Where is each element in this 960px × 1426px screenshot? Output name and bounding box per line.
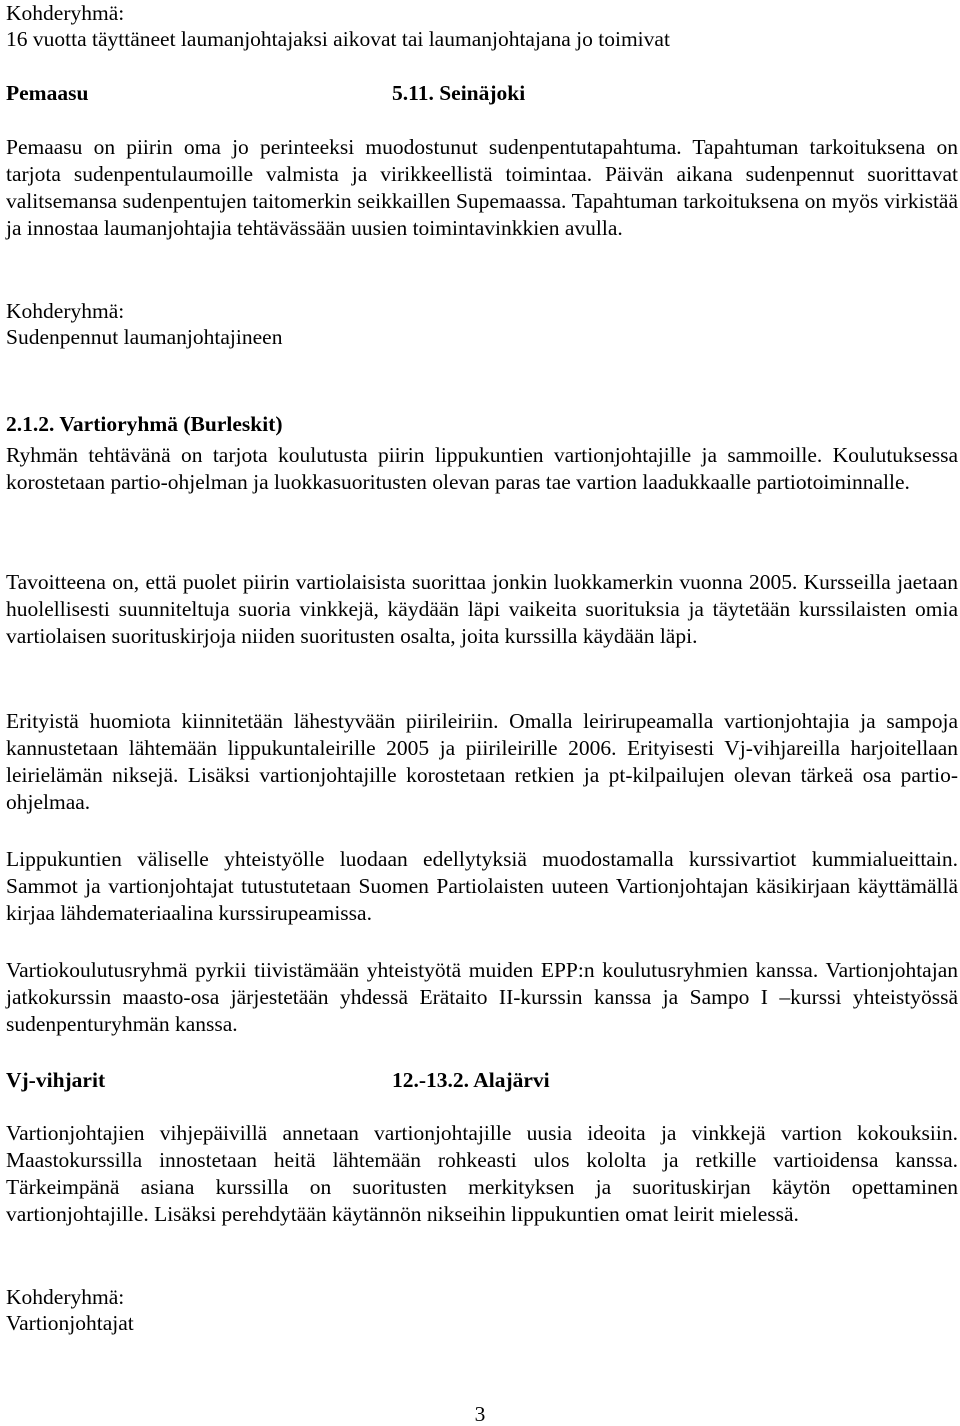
target-group-block-3 [6,1284,958,1336]
section-heading: 2.1.2. Vartioryhmä (Burleskit) [6,412,283,436]
target-group-label: Kohderyhmä: [6,299,125,323]
target-group-value: 16 vuotta täyttäneet laumanjohtajaksi aikovat tai laumanjohtajana jo toimivat [6,27,670,51]
page-number: 3 [474,1402,486,1426]
target-group-label: Kohderyhmä: [6,1285,125,1309]
event-description: Vartionjohtajien vihjepäivillä annetaan vartionjohtajille uusia ideoita ja vinkkejä vartion kokouksiin. Maastokurssilla innostetaan heitä lähtemään rohkeasti ulos kololta ja retkille vartioidensa kanssa. Tärkeimpänä asiana kurssilla on suoritusten merkityksen ja suorituskirjan käytön opettaminen vartionjohtajille. Lisäksi perehdytään käytännön nikseihin lippukuntien omat leirit mielessä. [6,1121,958,1226]
event-description: Pemaasu on piirin oma jo perinteeksi muodostunut sudenpentutapahtuma. Tapahtuman tarkoituksena on tarjota sudenpentulaumoille valmista ja virikkeellistä toimintaa. Päivän aikana sudenpennut suorittavat valitsemansa sudenpentujen taitomerkin seikkaillen Supemaassa. Tapahtuman tarkoituksena on myös virkistää ja innostaa laumanjohtajia tehtävässään uusien toimintavinkkien avulla. [6,135,958,240]
paragraph-5: Vartiokoulutusryhmä pyrkii tiivistämään yhteistyötä muiden EPP:n koulutusryhmien kanssa. Vartionjohtajan jatkokurssin maasto-osa järjestetään yhdessä Erätaito II-kurssin kanssa ja Sampo I –kurssi yhteistyössä sudenpenturyhmän kanssa. [6,958,958,1036]
event-date-place: 12.-13.2. Alajärvi [392,1068,550,1092]
paragraph-3: Erityistä huomiota kiinnitetään lähestyvään piirileiriin. Omalla leirirupeamalla vartionjohtajia ja sampoja kannustetaan lähtemään lippukuntaleirille 2005 ja piirileirille 2006. Erityisesti Vj-vihjareilla harjoitellaan leirielämän niksejä. Lisäksi vartionjohtajille korostetaan retkien ja pt-kilpailujen olevan tärkeä osa partio-ohjelmaa. [6,709,958,814]
event-title: Vj-vihjarit [6,1068,106,1092]
target-group-block-1 [6,0,958,52]
event-title: Pemaasu [6,81,89,105]
target-group-value: Vartionjohtajat [6,1311,134,1335]
target-group-label: Kohderyhmä: [6,1,125,25]
event-heading-vj-vihjarit [6,1067,958,1093]
event-date-place: 5.11. Seinäjoki [392,81,526,105]
target-group-value: Sudenpennut laumanjohtajineen [6,325,283,349]
paragraph-1: Ryhmän tehtävänä on tarjota koulutusta piirin lippukuntien vartionjohtajille ja sammoille. Koulutuksessa korostetaan partio-ohjelman ja luokkasuoritusten olevan paras tae vartion laadukkaalle partiotoiminnalle. [6,443,958,494]
target-group-block-2 [6,298,958,350]
event-heading-pemaasu [6,80,958,106]
paragraph-2: Tavoitteena on, että puolet piirin vartiolaisista suorittaa jonkin luokkamerkin vuonna 2005. Kursseilla jaetaan huolellisesti suunniteltuja suoria vinkkejä, käydään läpi vaikeita suorituksia ja täytetään kurssilaisten omia vartiolaisen suorituskirjoja niiden suoritusten osalta, joita kurssilla käydään läpi. [6,570,958,648]
paragraph-4: Lippukuntien väliselle yhteistyölle luodaan edellytyksiä muodostamalla kurssivartiot kummialueittain. Sammot ja vartionjohtajat tutustutetaan Suomen Partiolaisten uuteen Vartionjohtajan käsikirjaan käyttämällä kirjaa lähdemateriaalina kurssirupeamissa. [6,847,958,925]
